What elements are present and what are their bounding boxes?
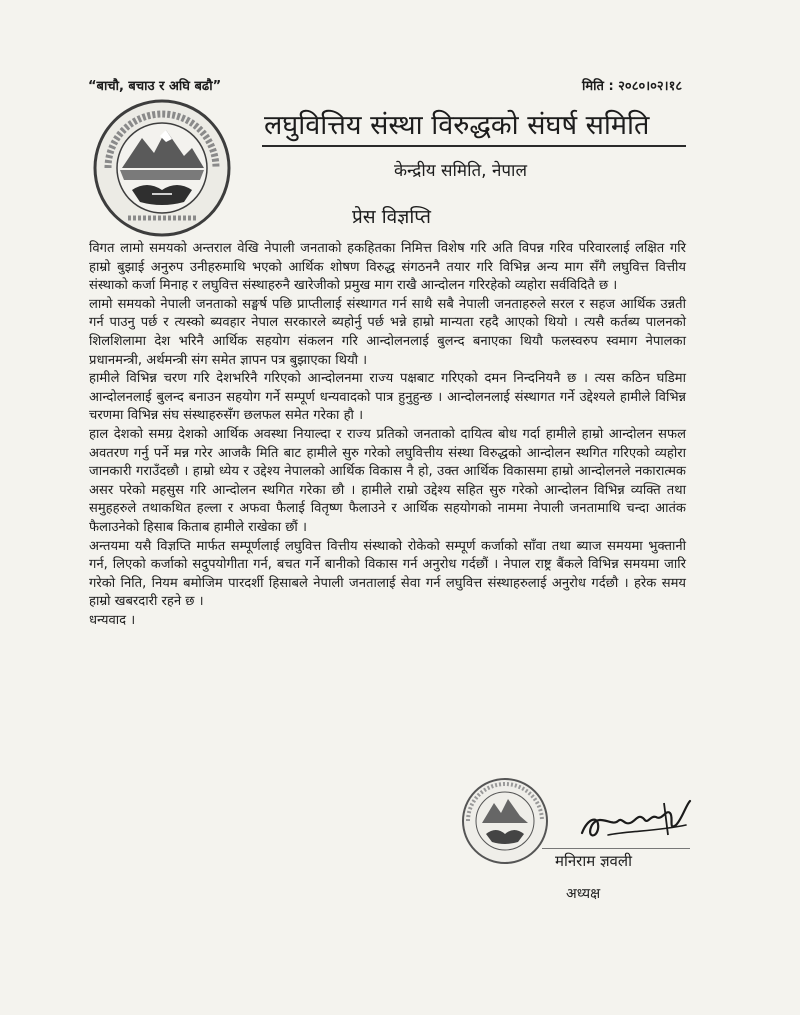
body-paragraph: हाल देशको समग्र देशको आर्थिक अवस्था नियाल्दा र राज्य प्रतिको जनताको दायित्व बोध गर्दा हामीले हाम्रो आन्दोलन सफल अवतरण गर्नु पर्ने मन्न गरेर आजकै मिति बाट हामीले सुरु गरेको लघुवित्तीय संस्था विरुद्धको आन्दोलन स्थगित गरिएको व्यहोरा जानकारी गराउँदछौ । हाम्रो ध्येय र उद्देश्य नेपालको आर्थिक विकास नै हो, उक्त आर्थिक विकासमा हाम्रो आन्दोलनले नकारात्मक असर परेको महसुस गरि आन्दोलन स्थगित गरेका छौ । हामीले राम्रो उद्देश्य सहित सुरु गरेको आन्दोलन विभिन्न व्यक्ति तथा समुहहरुले तथाकथित हल्ला र अफवा फैलाई वितृष्ण फैलाउने र आर्थिक सहयोगको नाममा नेपाली जनतामाथि चन्दा आतंक फैलाउनेको हिसाब किताब हामीले राखेका छौं ।	[89, 426, 686, 535]
committee-subtitle: केन्द्रीय समिति, नेपाल	[394, 161, 527, 181]
signer-position: अध्यक्ष	[566, 886, 601, 902]
slogan: “बाचौ, बचाउ र अघि बढौ”	[88, 79, 222, 94]
body-paragraph: हामीले विभिन्न चरण गरि देशभरिनै गरिएको आन्दोलनमा राज्य पक्षबाट गरिएको दमन निन्दनियनै छ । त्यस कठिन घडिमा आन्दोलनलाई बुलन्द बनाउन सहयोग गर्ने सम्पूर्ण धन्यवादको पात्र हुनुहुन्छ । आन्दोलनलाई संस्थागत गर्ने उद्देश्यले हामीले विभिन्न चरणमा विभिन्न संघ संस्थाहरुसँग छलफल समेत गरेका हौ ।	[89, 371, 686, 424]
body-paragraph: अन्तयमा यसै विज्ञप्ति मार्फत सम्पूर्णलाई लघुवित्त वित्तीय संस्थाको रोकेको सम्पूर्ण कर्जाको साँवा तथा ब्याज समयमा भुक्तानी गर्न, लिएको कर्जाको सदुपयोगीता गर्न, बचत गर्ने बानीको विकास गर्न अनुरोध गर्दछौं । नेपाल राष्ट्र बैंकले विभिन्न समयमा जारि गरेको निति, नियम बमोजिम पारदर्शी हिसाबले नेपाली जनतालाई सेवा गर्न लघुवित्त संस्थाहरुलाई अनुरोध गर्दछौ । हरेक समय हाम्रो खबरदारी रहने छ ।	[89, 538, 686, 610]
organization-seal-icon	[92, 98, 232, 238]
organization-title: लघुवित्तिय संस्था विरुद्धको संघर्ष समिति	[264, 110, 650, 141]
press-release-body	[89, 240, 686, 630]
closing-thanks: धन्यवाद ।	[89, 612, 136, 628]
signer-name: मनिराम ज्ञवली	[555, 852, 632, 870]
date: मिति : २०८०।०२।१८	[582, 79, 683, 94]
signature-line	[542, 848, 690, 849]
handwritten-signature-icon	[578, 795, 696, 847]
title-underline	[262, 145, 686, 147]
body-paragraph: विगत लामो समयको अन्तराल वेखि नेपाली जनताको हकहितका निमित्त विशेष गरि अति विपन्न गरिव परिवारलाई लक्षित गरि हाम्रो बुझाई अनुरुप उनीहरुमाथि भएको आर्थिक शोषण विरुद्ध संगठननै तयार गरि विभिन्न अन्य माग सँगै लघुवित्त वित्तीय संस्थाको कर्जा मिनाह र लघुवित्त संस्थाहरुनै खारेजीको प्रमुख माग राखै आन्दोलन गरिरहेको व्यहोरा सर्वविदितै छ ।	[89, 241, 686, 294]
body-paragraph: लामो समयको नेपाली जनताको सङ्घर्ष पछि प्राप्तीलाई संस्थागत गर्न साथै सबै नेपाली जनताहरुले सरल र सहज आर्थिक उन्नती गर्न पाउनु पर्छ र त्यस्को ब्यवहार नेपाल सरकारले ब्यहोर्नु पर्छ भन्ने हाम्रो मान्यता रहदै आएको थियो । त्यसै कर्तब्य पालनको शिलशिलामा देश भरिनै आर्थिक सहयोग संकलन गरि आन्दोलनलाई बुलन्द बनाएका थियौ फलस्वरुप स्वमाग नेपालका प्रधानमन्त्री, अर्थमन्त्री संग समेत ज्ञापन पत्र बुझाएका थियौ ।	[89, 296, 686, 368]
organization-stamp-icon	[460, 776, 550, 866]
document-heading: प्रेस विज्ञप्ति	[352, 206, 431, 228]
